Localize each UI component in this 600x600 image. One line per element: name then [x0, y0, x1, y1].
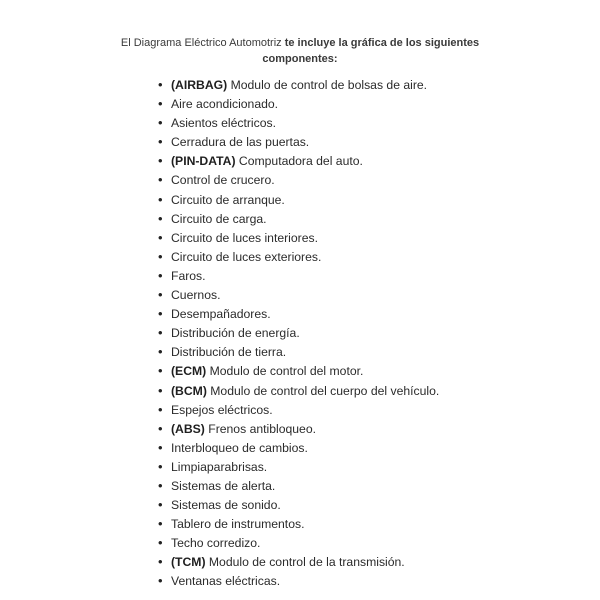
list-item [158, 457, 439, 476]
bullet-icon: • [158, 96, 163, 112]
item-text: Frenos antibloqueo. [208, 421, 316, 436]
list-item [158, 381, 439, 400]
list-item [158, 266, 439, 285]
list-item [158, 75, 439, 94]
intro-line-2 [0, 51, 600, 67]
item-code: (BCM) [171, 383, 207, 398]
list-item [158, 285, 439, 304]
intro-paragraph [0, 35, 600, 67]
item-text: Interbloqueo de cambios. [171, 440, 308, 455]
list-item [158, 94, 439, 113]
bullet-icon: • [158, 382, 163, 398]
bullet-icon: • [158, 325, 163, 341]
item-text: Tablero de instrumentos. [171, 517, 305, 532]
item-text: Distribución de tierra. [171, 345, 287, 360]
component-list [158, 75, 439, 591]
bullet-icon: • [158, 420, 163, 436]
item-text: Cuernos. [171, 288, 221, 303]
list-item [158, 571, 439, 590]
item-text: Sistemas de alerta. [171, 478, 276, 493]
list-item [158, 151, 439, 170]
item-text: Modulo de control del motor. [209, 364, 364, 379]
item-text: Sistemas de sonido. [171, 498, 281, 513]
item-code: (TCM) [171, 555, 206, 570]
item-text: Control de crucero. [171, 173, 275, 188]
list-item [158, 495, 439, 514]
item-code: (AIRBAG) [171, 78, 228, 92]
list-item [158, 190, 439, 209]
item-text: Modulo de control de la transmisión. [208, 555, 405, 570]
list-item [158, 552, 439, 571]
item-text: Cerradura de las puertas. [171, 135, 310, 150]
bullet-icon: • [158, 477, 163, 493]
bullet-icon: • [158, 344, 163, 360]
item-text: Circuito de carga. [171, 211, 267, 226]
intro-lead: El Diagrama Eléctrico Automotriz [120, 37, 282, 49]
bullet-icon: • [158, 458, 163, 474]
list-item [158, 228, 439, 247]
list-item [158, 361, 439, 380]
item-text: Circuito de luces interiores. [171, 230, 318, 245]
list-item [158, 247, 439, 266]
item-text: Aire acondicionado. [171, 97, 279, 112]
bullet-icon: • [158, 153, 163, 169]
list-item [158, 170, 439, 189]
bullet-icon: • [158, 287, 163, 303]
bullet-icon: • [158, 535, 163, 551]
list-item [158, 419, 439, 438]
list-item [158, 438, 439, 457]
item-text: Modulo de control del cuerpo del vehículo. [210, 383, 440, 398]
list-item [158, 323, 439, 342]
item-text: Circuito de luces exteriores. [171, 249, 322, 264]
bullet-icon: • [158, 229, 163, 245]
bullet-icon: • [158, 306, 163, 322]
list-item [158, 533, 439, 552]
item-text: Asientos eléctricos. [171, 116, 276, 131]
bullet-icon: • [158, 439, 163, 455]
item-code: (PIN-DATA) [171, 154, 236, 169]
list-item [158, 514, 439, 533]
item-text: Circuito de arranque. [171, 192, 285, 207]
list-item [158, 304, 439, 323]
bullet-icon: • [158, 77, 163, 92]
intro-bold-2: componentes: [262, 53, 338, 65]
bullet-icon: • [158, 210, 163, 226]
bullet-icon: • [158, 516, 163, 532]
bullet-icon: • [158, 267, 163, 283]
bullet-icon: • [158, 172, 163, 188]
item-text: Ventanas eléctricas. [171, 574, 281, 589]
item-text: Computadora del auto. [238, 154, 363, 169]
list-item [158, 113, 439, 132]
bullet-icon: • [158, 134, 163, 150]
bullet-icon: • [158, 248, 163, 264]
item-text: Techo corredizo. [171, 536, 261, 551]
list-item [158, 400, 439, 419]
bullet-icon: • [158, 191, 163, 207]
bullet-icon: • [158, 363, 163, 379]
intro-bold-1: te incluye la gráfica de los siguientes [284, 37, 480, 49]
item-code: (ABS) [171, 421, 205, 436]
item-code: (ECM) [171, 364, 207, 379]
bullet-icon: • [158, 573, 163, 589]
intro-line-1 [0, 35, 600, 51]
bullet-icon: • [158, 497, 163, 513]
item-text: Faros. [171, 268, 206, 283]
list-item [158, 342, 439, 361]
item-text: Distribución de energía. [171, 326, 300, 341]
bullet-icon: • [158, 554, 163, 570]
list-item [158, 476, 439, 495]
bullet-icon: • [158, 401, 163, 417]
item-text: Limpiaparabrisas. [171, 459, 268, 474]
item-text: Espejos eléctricos. [171, 402, 273, 417]
list-item [158, 132, 439, 151]
list-item [158, 209, 439, 228]
bullet-icon: • [158, 115, 163, 131]
item-text: Desempañadores. [171, 307, 271, 322]
item-text: Modulo de control de bolsas de aire. [230, 78, 428, 92]
